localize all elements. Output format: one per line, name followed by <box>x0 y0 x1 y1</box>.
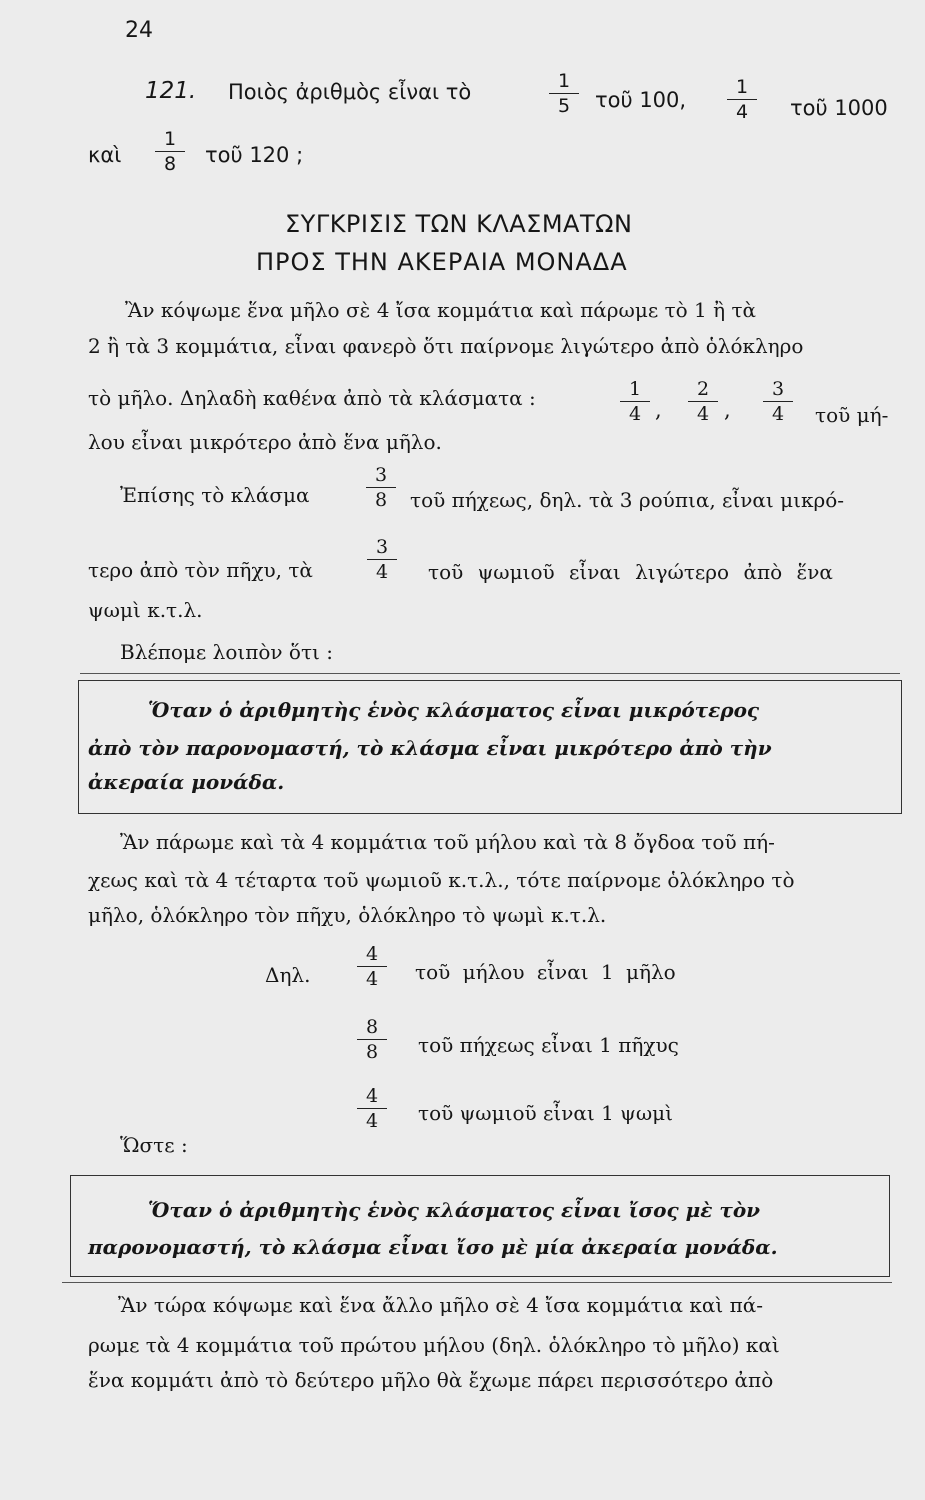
rule1-line3: ἀκεραία μονάδα. <box>88 770 285 794</box>
fraction-4-4a: $\frac{4}{4}$ <box>357 945 387 989</box>
divider-top-1 <box>80 673 900 674</box>
para3-line1: Ἂν πάρωμε καὶ τὰ 4 κομμάτια τοῦ μήλου καὶ τὰ 8 ὄγδοα τοῦ πή- <box>120 830 775 854</box>
para4-line1: Ἂν τώρα κόψωμε καὶ ἕνα ἄλλο μῆλο σὲ 4 ἴσα κομμάτια καὶ πά- <box>118 1293 764 1317</box>
para1-line3: τὸ μῆλο. Δηλαδὴ καθένα ἀπὸ τὰ κλάσματα : <box>88 386 536 410</box>
rule2-line1: Ὅταν ὁ ἀριθμητὴς ἑνὸς κλάσματος εἶναι ἴσος μὲ τὸν <box>148 1198 761 1222</box>
divider-bottom-2 <box>62 1282 892 1283</box>
para2-line2b: τοῦ ψωμιοῦ εἶναι λιγώτερο ἀπὸ ἕνα <box>428 560 833 584</box>
problem-number: 121. <box>145 78 197 104</box>
of-1000: τοῦ 1000 <box>790 96 888 120</box>
of-120: τοῦ 120 ; <box>205 143 304 167</box>
section-heading-line2: ΠΡΟΣ ΤΗΝ ΑΚΕΡΑΙΑ ΜΟΝΑΔΑ <box>256 248 628 276</box>
comma-2: , <box>724 398 731 422</box>
rule2-line2: παρονομαστή, τὸ κλάσμα εἶναι ἴσο μὲ μία ἀκεραία μονάδα. <box>88 1235 778 1259</box>
para1-line1: Ἂν κόψωμε ἕνα μῆλο σὲ 4 ἴσα κομμάτια καὶ πάρωμε τὸ 1 ἢ τὰ <box>125 298 757 322</box>
namely-label: Δηλ. <box>265 963 311 987</box>
comma-1: , <box>655 398 662 422</box>
section-heading-line1: ΣΥΓΚΡΙΣΙΣ ΤΩΝ ΚΛΑΣΜΑΤΩΝ <box>285 210 633 238</box>
example2-text: τοῦ πήχεως εἶναι 1 πῆχυς <box>418 1033 679 1057</box>
para4-line3: ἕνα κομμάτι ἀπὸ τὸ δεύτερο μῆλο θὰ ἔχωμε πάρει περισσότερο ἀπὸ <box>88 1368 774 1392</box>
fraction-8-8: $\frac{8}{8}$ <box>357 1018 387 1062</box>
para3-line3: μῆλο, ὁλόκληρο τὸν πῆχυ, ὁλόκληρο τὸ ψωμὶ κ.τ.λ. <box>88 903 607 927</box>
rule1-line2: ἀπὸ τὸν παρονομαστή, τὸ κλάσμα εἶναι μικρότερο ἀπὸ τὴν <box>88 736 772 760</box>
para2-line4: Βλέπομε λοιπὸν ὅτι : <box>120 640 333 664</box>
fraction-4-4b: $\frac{4}{4}$ <box>357 1087 387 1131</box>
fraction-3-8: $\frac{3}{8}$ <box>366 466 396 510</box>
fraction-1-4: $\frac{1}{4}$ <box>727 78 757 122</box>
fraction-2-4: $\frac{2}{4}$ <box>688 380 718 424</box>
rule1-line1: Ὅταν ὁ ἀριθμητὴς ἑνὸς κλάσματος εἶναι μικρότερος <box>148 698 760 722</box>
page-number: 24 <box>125 18 153 43</box>
rule-box-2 <box>70 1175 890 1277</box>
para2-line3: ψωμὶ κ.τ.λ. <box>88 598 203 622</box>
para2-line1a: Ἐπίσης τὸ κλάσμα <box>120 483 310 507</box>
para2-line2a: τερο ἀπὸ τὸν πῆχυ, τὰ <box>88 558 313 582</box>
para3-line2: χεως καὶ τὰ 4 τέταρτα τοῦ ψωμιοῦ κ.τ.λ., τότε παίρνομε ὁλόκληρο τὸ <box>88 868 795 892</box>
therefore-label: Ὥστε : <box>120 1133 188 1157</box>
para4-line2: ρωμε τὰ 4 κομμάτια τοῦ πρώτου μήλου (δηλ. ὁλόκληρο τὸ μῆλο) καὶ <box>88 1333 780 1357</box>
para1-line2: 2 ἢ τὰ 3 κομμάτια, εἶναι φανερὸ ὅτι παίρνομε λιγώτερο ἀπὸ ὁλόκληρο <box>88 334 804 358</box>
example3-text: τοῦ ψωμιοῦ εἶναι 1 ψωμὶ <box>418 1101 673 1125</box>
para2-line1b: τοῦ πήχεως, δηλ. τὰ 3 ρούπια, εἶναι μικρό- <box>410 488 845 512</box>
fraction-3-4b: $\frac{3}{4}$ <box>367 538 397 582</box>
problem-text: Ποιὸς ἀριθμὸς εἶναι τὸ <box>228 80 472 104</box>
fraction-3-4: $\frac{3}{4}$ <box>763 380 793 424</box>
fraction-1-4a: $\frac{1}{4}$ <box>620 380 650 424</box>
fraction-1-5: $\frac{1}{5}$ <box>549 72 579 116</box>
example1-text: τοῦ μήλου εἶναι 1 μῆλο <box>415 960 676 984</box>
and-word: καὶ <box>88 143 122 167</box>
fraction-1-8: $\frac{1}{8}$ <box>155 130 185 174</box>
of-100: τοῦ 100, <box>595 88 687 112</box>
of-apple: τοῦ μή- <box>815 403 889 427</box>
para1-line4: λου εἶναι μικρότερο ἀπὸ ἕνα μῆλο. <box>88 430 442 454</box>
